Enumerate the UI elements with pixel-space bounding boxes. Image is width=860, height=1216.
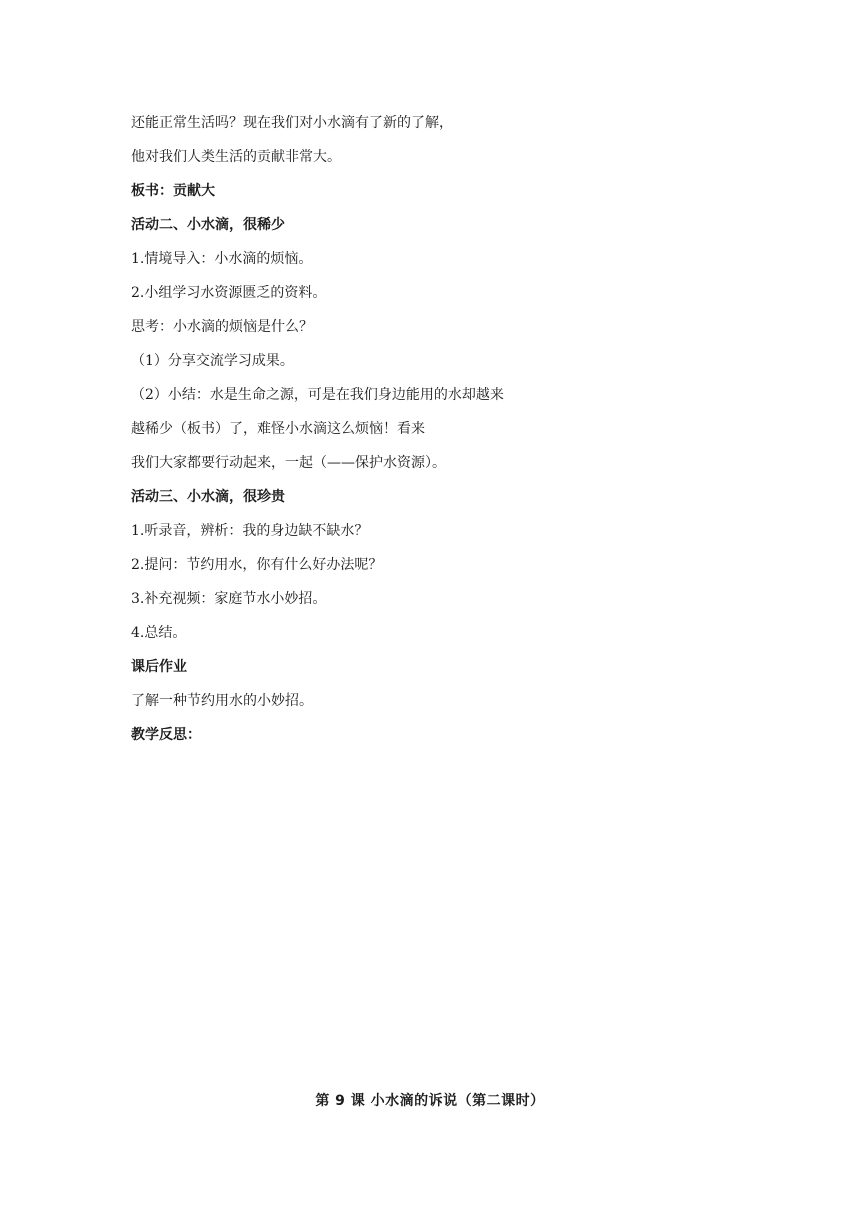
body-line: 了解一种节约用水的小妙招。	[131, 693, 313, 709]
body-line: 2.小组学习水资源匮乏的资料。	[131, 285, 327, 301]
activity-two-heading: 活动二、小水滴，很稀少	[131, 217, 285, 233]
body-line: （1）分享交流学习成果。	[131, 353, 294, 369]
body-line: 他对我们人类生活的贡献非常大。	[131, 149, 341, 165]
reflection-heading: 教学反思：	[131, 727, 201, 743]
body-line: 越稀少（板书）了，难怪小水滴这么烦恼！看来	[131, 421, 425, 437]
activity-three-heading: 活动三、小水滴，很珍贵	[131, 489, 285, 505]
body-line: 我们大家都要行动起来，一起（——保护水资源）。	[131, 455, 446, 471]
homework-heading: 课后作业	[131, 659, 187, 675]
body-line: 4.总结。	[131, 625, 187, 641]
board-note-heading: 板书：贡献大	[131, 183, 215, 199]
body-line: （2）小结：水是生命之源，可是在我们身边能用的水却越来	[131, 387, 504, 403]
body-line: 还能正常生活吗？现在我们对小水滴有了新的了解，	[131, 115, 453, 131]
body-line: 1.情境导入：小水滴的烦恼。	[131, 251, 313, 267]
lesson-title: 第 9 课 小水滴的诉说（第二课时）	[315, 1093, 545, 1109]
body-line: 3.补充视频：家庭节水小妙招。	[131, 591, 327, 607]
body-line: 2.提问：节约用水，你有什么好办法呢？	[131, 557, 383, 573]
document-body	[131, 110, 731, 756]
body-line: 1.听录音，辨析：我的身边缺不缺水？	[131, 523, 369, 539]
body-line: 思考：小水滴的烦恼是什么？	[131, 319, 313, 335]
